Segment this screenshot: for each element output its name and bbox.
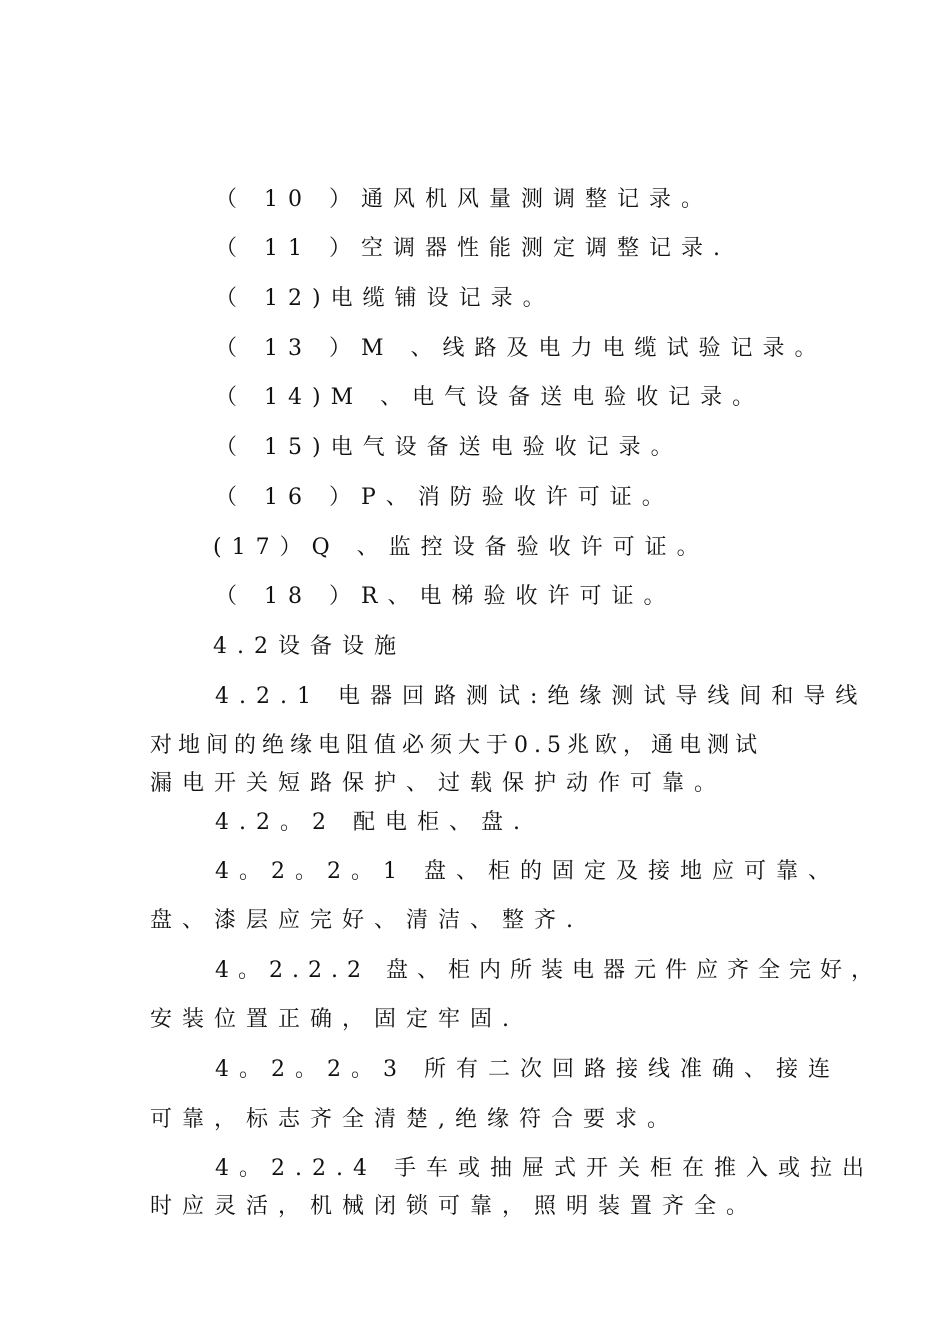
paragraph-4-2-2-1-line-1: 4。2。2。1 盘、柜的固定及接地应可靠、	[215, 859, 840, 884]
paragraph-4-2-2-4-line-2: 时应灵活，机械闭锁可靠，照明装置齐全。	[150, 1194, 759, 1219]
list-item-11: （ 11 ）空调器性能测定调整记录.	[215, 236, 730, 261]
paragraph-4-2-2-3-line-2: 可靠，标志齐全清楚,绝缘符合要求。	[150, 1107, 679, 1132]
paragraph-4-2-1-line-3: 漏电开关短路保护、过载保护动作可靠。	[150, 771, 727, 796]
list-item-12: （ 12)电缆铺设记录。	[215, 286, 555, 311]
list-item-13: （ 13 ）M 、线路及电力电缆试验记录。	[215, 336, 827, 361]
paragraph-4-2-1-line-1: 4.2.1 电器回路测试:绝缘测试导线间和导线	[215, 684, 868, 709]
paragraph-4-2-2-3-line-1: 4。2。2。3 所有二次回路接线准确、接连	[215, 1057, 840, 1082]
subsection-heading-4-2-2: 4.2。2 配电柜、盘.	[215, 810, 530, 835]
list-item-17: (17）Q 、监控设备验收许可证。	[213, 535, 709, 560]
section-heading-4-2: 4.2设备设施	[213, 634, 406, 659]
list-item-10: （ 10 ）通风机风量测调整记录。	[215, 187, 713, 212]
list-item-18: （ 18 ）R、电梯验收许可证。	[215, 584, 676, 609]
list-item-15: （ 15)电气设备送电验收记录。	[215, 435, 683, 460]
paragraph-4-2-2-2-line-1: 4。2.2.2 盘、柜内所装电器元件应齐全完好，	[215, 958, 882, 983]
list-item-16: （ 16 ）P、消防验收许可证。	[215, 485, 674, 510]
paragraph-4-2-2-4-line-1: 4。2.2.4 手车或抽屉式开关柜在推入或拉出	[215, 1156, 874, 1181]
paragraph-4-2-2-1-line-2: 盘、漆层应完好、清洁、整齐.	[150, 908, 583, 933]
list-item-14: （ 14)M 、电气设备送电验收记录。	[215, 385, 765, 410]
paragraph-4-2-1-line-2: 对地间的绝缘电阻值必须大于0.5兆欧，通电测试	[150, 733, 763, 758]
paragraph-4-2-2-2-line-2: 安装位置正确，固定牢固.	[150, 1007, 519, 1032]
